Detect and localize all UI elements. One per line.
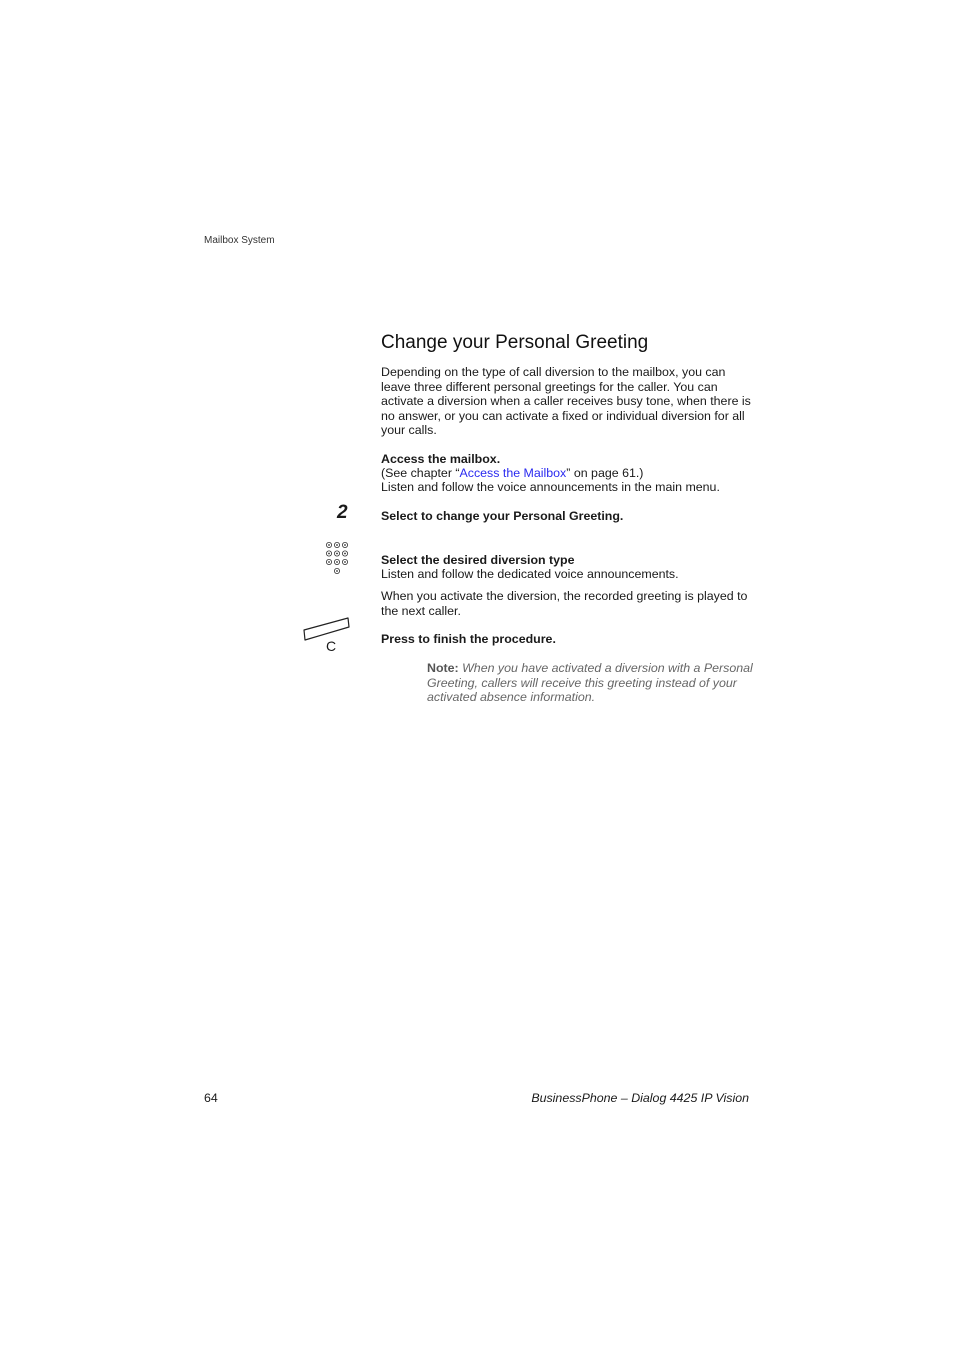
document-title: BusinessPhone – Dialog 4425 IP Vision xyxy=(531,1091,749,1105)
access-heading: Access the mailbox. xyxy=(381,452,501,466)
diversion-instruction: Listen and follow the dedicated voice announcements. xyxy=(381,567,679,581)
reference-prefix: (See chapter “ xyxy=(381,466,460,480)
finish-instruction: Press to finish the procedure. xyxy=(381,632,556,646)
access-reference xyxy=(381,466,753,481)
keypad-icon xyxy=(325,541,351,582)
diversion-explanation: When you activate the diversion, the recorded greeting is played to the next caller. xyxy=(381,589,748,618)
reference-suffix: ” on page 61.) xyxy=(566,466,644,480)
diversion-heading: Select the desired diversion type xyxy=(381,553,575,567)
intro-paragraph: Depending on the type of call diversion to the mailbox, you can leave three different personal greetings for the caller. You can activate a diversion when a caller receives busy tone, when there is no answer, or you can activate a fixed or individual diversion for all your calls. xyxy=(381,365,751,438)
key-2-icon: 2 xyxy=(337,502,348,523)
section-header: Mailbox System xyxy=(204,235,275,246)
page-title: Change your Personal Greeting xyxy=(381,332,649,353)
note-block xyxy=(427,661,757,705)
select-greeting-instruction: Select to change your Personal Greeting. xyxy=(381,509,624,523)
note-label: Note: xyxy=(427,661,459,675)
c-key-icon xyxy=(302,614,352,661)
access-instruction: Listen and follow the voice announcements in the main menu. xyxy=(381,480,720,494)
note-text: When you have activated a diversion with a Personal Greeting, callers will receive this greeting instead of your activated absence information. xyxy=(427,661,753,705)
page-number: 64 xyxy=(204,1091,218,1105)
c-key-label: C xyxy=(326,638,337,654)
access-mailbox-link[interactable]: Access the Mailbox xyxy=(459,466,567,480)
